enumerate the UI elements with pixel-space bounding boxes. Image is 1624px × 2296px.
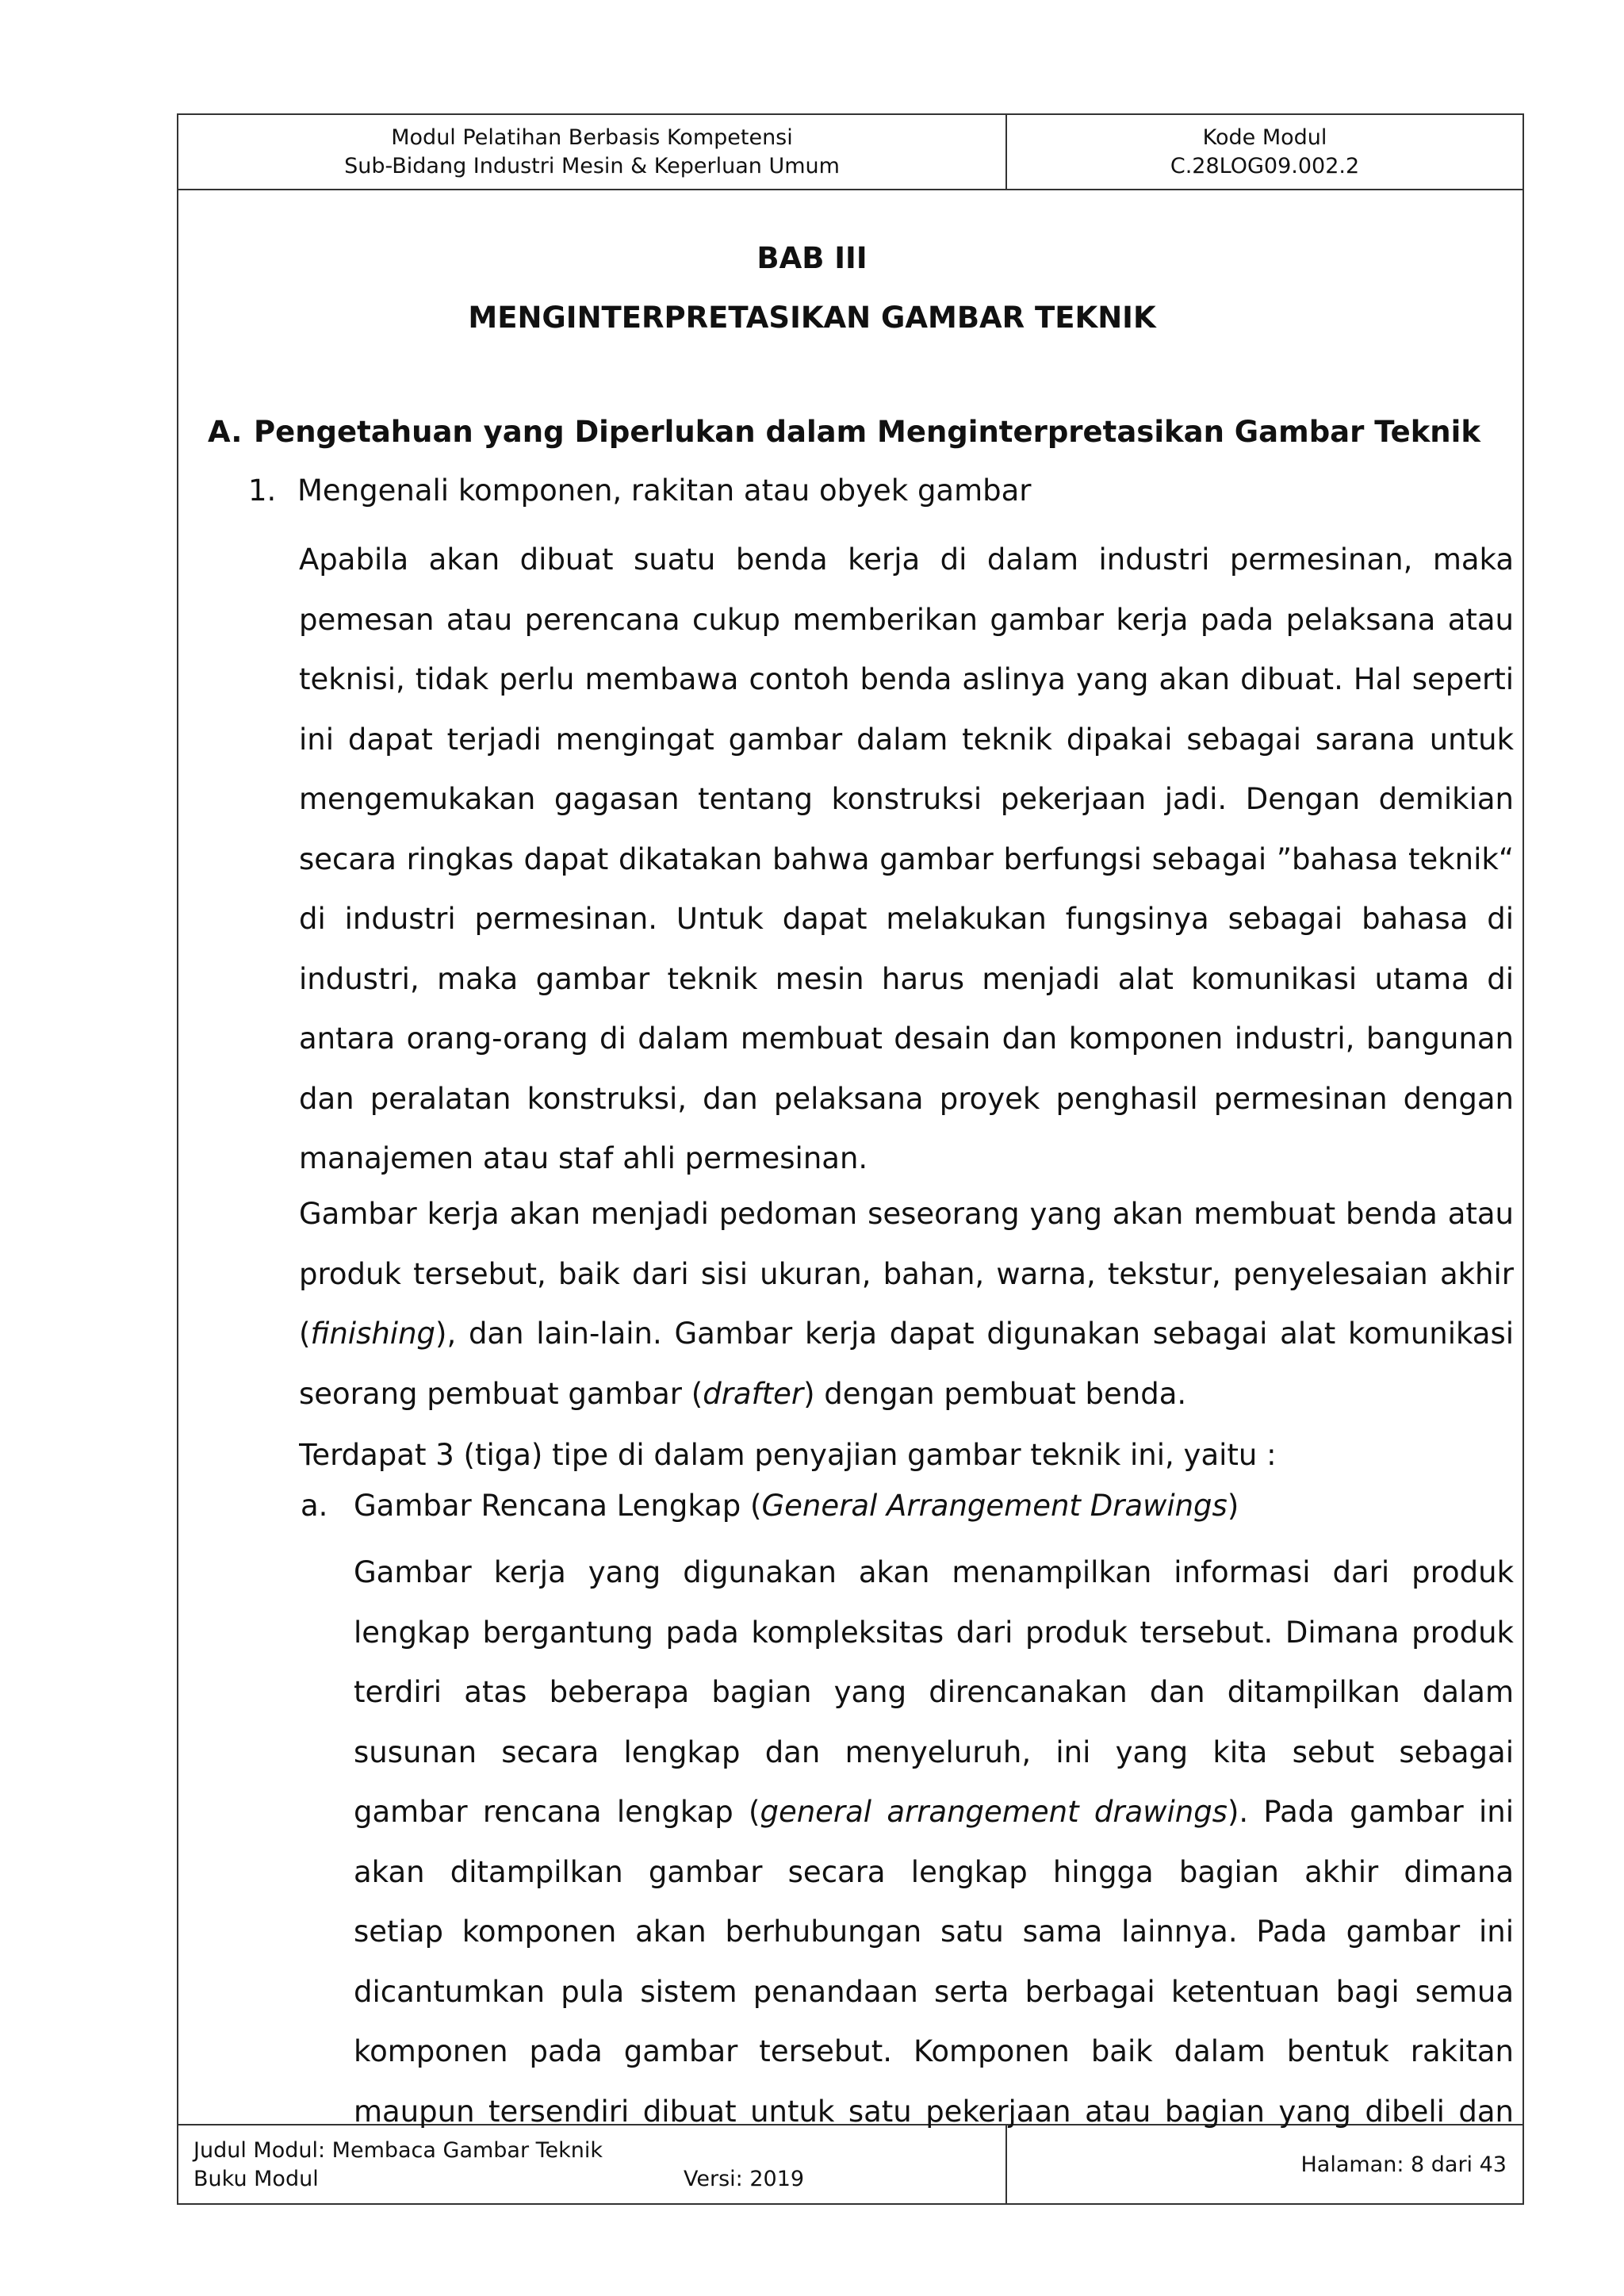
- item-1-marker: 1.: [248, 473, 277, 508]
- chapter-number: BAB III: [756, 241, 868, 275]
- section-a-title: Pengetahuan yang Diperlukan dalam Menginterpretasikan Gambar Teknik: [254, 415, 1480, 449]
- header-module-info: [178, 115, 1005, 189]
- paragraph-2: [299, 1184, 1514, 1424]
- footer-module-title: Judul Modul: Membaca Gambar Teknik: [193, 2138, 603, 2163]
- paragraph-1-line: secara ringkas dapat dikatakan bahwa gambar berfungsi sebagai ”bahasa teknik“: [299, 841, 1514, 876]
- paragraph-4: [354, 1543, 1514, 2141]
- section-a-heading: [208, 415, 1480, 449]
- paragraph-2-text: seorang pembuat gambar (: [299, 1376, 703, 1411]
- item-a-marker: a.: [301, 1489, 328, 1523]
- paragraph-1-line: ini dapat terjadi mengingat gambar dalam teknik dipakai sebagai sarana untuk: [299, 722, 1514, 757]
- paragraph-2-line: [299, 1364, 1514, 1424]
- paragraph-1-line: mengemukakan gagasan tentang konstruksi pekerjaan jadi. Dengan demikian: [299, 782, 1514, 816]
- paragraph-3-line: Terdapat 3 (tiga) tipe di dalam penyajian gambar teknik ini, yaitu :: [299, 1438, 1277, 1472]
- paragraph-4-text: ). Pada gambar ini: [1227, 1795, 1514, 1829]
- item-a-heading: [301, 1489, 1239, 1523]
- paragraph-1-line: Apabila akan dibuat suatu benda kerja di dalam industri permesinan, maka: [299, 542, 1514, 577]
- chapter-title: MENGINTERPRETASIKAN GAMBAR TEKNIK: [468, 301, 1156, 335]
- paragraph-4-line: [354, 1782, 1514, 1842]
- paragraph-1-line: antara orang-orang di dalam membuat desain dan komponen industri, bangunan: [299, 1022, 1514, 1056]
- footer-page-number: Halaman: 8 dari 43: [1300, 2152, 1507, 2177]
- header-table: [178, 115, 1522, 190]
- term-finishing: finishing: [310, 1317, 436, 1351]
- paragraph-1-line: di industri permesinan. Untuk dapat melakukan fungsinya sebagai bahasa di: [299, 902, 1514, 936]
- paragraph-1-line: manajemen atau staf ahli permesinan.: [299, 1141, 868, 1175]
- paragraph-4-line: setiap komponen akan berhubungan satu sama lainnya. Pada gambar ini: [354, 1915, 1514, 1949]
- paragraph-2-line: produk tersebut, baik dari sisi ukuran, bahan, warna, tekstur, penyelesaian akhir: [299, 1256, 1514, 1291]
- paragraph-1-line: teknisi, tidak perlu membawa contoh benda aslinya yang akan dibuat. Hal seperti: [299, 662, 1514, 696]
- item-a-title-close: ): [1227, 1489, 1239, 1523]
- paragraph-4-line: dicantumkan pula sistem penandaan serta berbagai ketentuan bagi semua: [354, 1974, 1514, 2009]
- paragraph-1-line: industri, maka gambar teknik mesin harus menjadi alat komunikasi utama di: [299, 961, 1514, 996]
- item-a-title-term: General Arrangement Drawings: [761, 1489, 1228, 1523]
- header-module-title: Modul Pelatihan Berbasis Kompetensi: [391, 125, 793, 150]
- paragraph-4-line: lengkap bergantung pada kompleksitas dari produk tersebut. Dimana produk: [354, 1615, 1514, 1650]
- paragraph-4-line: Gambar kerja yang digunakan akan menampilkan informasi dari produk: [354, 1555, 1514, 1589]
- paragraph-2-line: [299, 1304, 1514, 1364]
- paragraph-1-line: pemesan atau perencana cukup memberikan gambar kerja pada pelaksana atau: [299, 602, 1514, 637]
- footer-module-info: [193, 2137, 986, 2194]
- item-a-title: Gambar Rencana Lengkap (: [354, 1489, 762, 1523]
- paragraph-2-line: Gambar kerja akan menjadi pedoman seseorang yang akan membuat benda atau: [299, 1197, 1514, 1231]
- paragraph-4-line: akan ditampilkan gambar secara lengkap hingga bagian akhir dimana: [354, 1854, 1514, 1889]
- header-code-label: Kode Modul: [1202, 125, 1327, 150]
- paragraph-4-line: komponen pada gambar tersebut. Komponen baik dalam bentuk rakitan: [354, 2034, 1514, 2068]
- header-code-value: C.28LOG09.002.2: [1170, 153, 1360, 178]
- header-sub-field: Sub-Bidang Industri Mesin & Keperluan Umum: [344, 153, 840, 178]
- term-drafter: drafter: [703, 1376, 804, 1411]
- item-1-title: Mengenali komponen, rakitan atau obyek gambar: [297, 473, 1032, 508]
- paragraph-2-text: ) dengan pembuat benda.: [803, 1376, 1187, 1411]
- footer-book-label: Buku Modul: [193, 2167, 319, 2191]
- paragraph-4-line: susunan secara lengkap dan menyeluruh, ini yang kita sebut sebagai: [354, 1734, 1514, 1769]
- paragraph-1-line: dan peralatan konstruksi, dan pelaksana proyek penghasil permesinan dengan: [299, 1081, 1514, 1116]
- term-general-arrangement: general arrangement drawings: [760, 1795, 1228, 1829]
- paragraph-1: [299, 530, 1514, 1189]
- section-a-marker: A.: [208, 415, 243, 449]
- paragraph-4-text: gambar rencana lengkap (: [354, 1795, 760, 1829]
- paragraph-3: [299, 1425, 1514, 1485]
- paragraph-2-text: ), dan lain-lain. Gambar kerja dapat digunakan sebagai alat komunikasi: [435, 1317, 1514, 1351]
- footer-version: Versi: 2019: [684, 2167, 805, 2191]
- item-1-heading: [248, 473, 1032, 508]
- paragraph-4-line: terdiri atas beberapa bagian yang direncanakan dan ditampilkan dalam: [354, 1675, 1514, 1709]
- header-module-code: [1007, 115, 1522, 189]
- paragraph-4-line: maupun tersendiri dibuat untuk satu pekerjaan atau bagian yang dibeli dan: [354, 2094, 1514, 2129]
- paren-open: (: [299, 1317, 311, 1351]
